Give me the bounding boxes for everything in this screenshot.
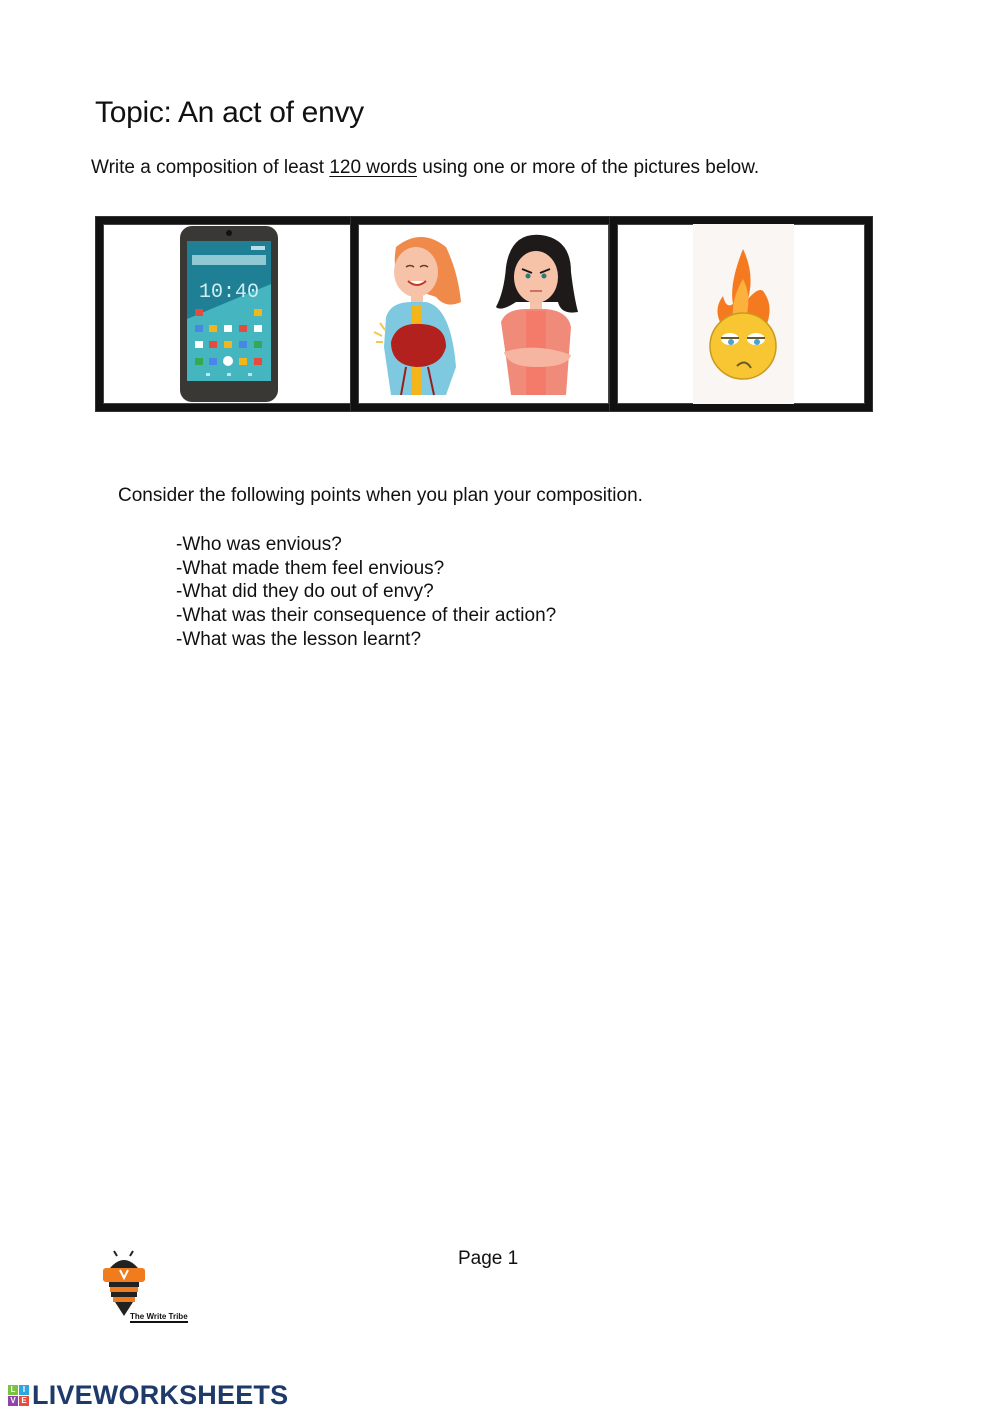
picture-frame-girls	[351, 217, 616, 411]
write-tribe-logo	[100, 1250, 210, 1330]
planning-point: -Who was envious?	[176, 534, 342, 555]
word-count-requirement: 120 words	[329, 157, 417, 178]
smartphone-icon	[178, 224, 282, 404]
instruction-before: Write a composition of least	[91, 157, 330, 178]
planning-point: -What was their consequence of their action?	[176, 605, 557, 627]
logo-text: The Write Tribe	[130, 1312, 188, 1321]
planning-point: -What did they do out of envy?	[176, 581, 434, 603]
picture-strip	[96, 217, 872, 411]
svg-text:10:40: 10:40	[198, 281, 260, 304]
planning-point: -What was the lesson learnt?	[176, 628, 422, 650]
envious-girl-icon	[486, 227, 586, 397]
brand-name: LIVEWORKSHEETS	[32, 1379, 289, 1410]
happy-girl-with-bag-icon	[366, 227, 476, 397]
live-tiles-icon: L I V E	[8, 1385, 29, 1406]
liveworksheets-brand[interactable]	[8, 1380, 288, 1410]
instruction-text	[91, 157, 759, 179]
instruction-after: using one or more of the pictures below.	[416, 157, 760, 178]
picture-frame-phone	[96, 217, 358, 411]
angry-fire-emoji-icon	[693, 224, 794, 404]
page-title: Topic: An act of envy	[95, 96, 364, 129]
consider-heading: Consider the following points when you plan your composition.	[118, 485, 643, 506]
planning-points-list	[176, 533, 556, 652]
picture-frame-fire-emoji	[610, 217, 872, 411]
planning-point: -What made them feel envious?	[176, 557, 445, 579]
page-number: Page 1	[458, 1248, 519, 1269]
